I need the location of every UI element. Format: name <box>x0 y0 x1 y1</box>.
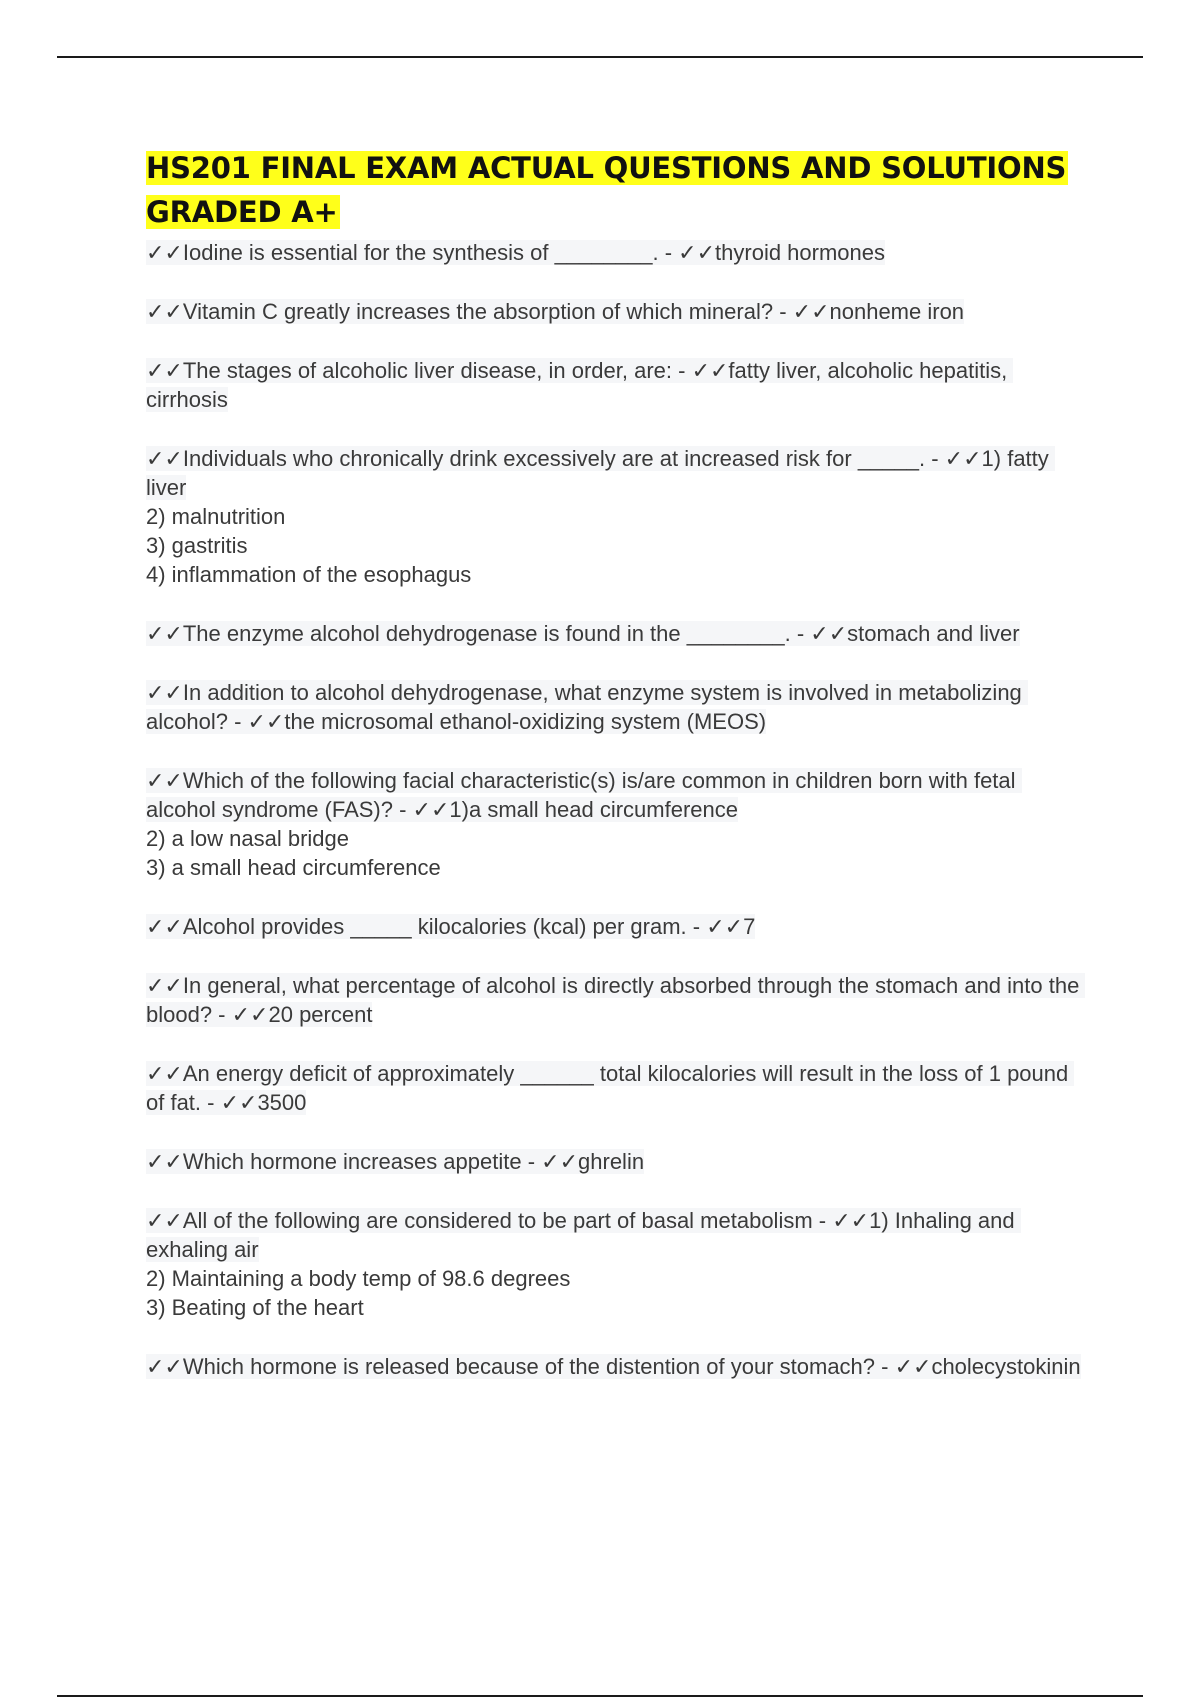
qa-item <box>146 766 1086 882</box>
page-title <box>146 146 1086 234</box>
qa-text: ✓✓The enzyme alcohol dehydrogenase is found in the ________. - ✓✓stomach and liver <box>146 621 1020 646</box>
qa-item <box>146 297 1086 326</box>
qa-text: ✓✓Which of the following facial characteristic(s) is/are common in children born with fetal alcohol syndrome (FAS)? - ✓✓1)a small head circumference <box>146 768 1022 822</box>
qa-item <box>146 971 1086 1029</box>
qa-item <box>146 619 1086 648</box>
qa-text: ✓✓All of the following are considered to be part of basal metabolism - ✓✓1) Inhaling and exhaling air <box>146 1208 1021 1262</box>
qa-item <box>146 1059 1086 1117</box>
qa-text: ✓✓The stages of alcoholic liver disease, in order, are: - ✓✓fatty liver, alcoholic hepatitis, cirrhosis <box>146 358 1014 412</box>
qa-item <box>146 678 1086 736</box>
qa-text: ✓✓Vitamin C greatly increases the absorption of which mineral? - ✓✓nonheme iron <box>146 299 965 324</box>
qa-item <box>146 1352 1086 1381</box>
qa-options: 2) a low nasal bridge 3) a small head circumference <box>146 826 441 880</box>
qa-text: ✓✓Which hormone is released because of the distention of your stomach? - ✓✓cholecystokinin <box>146 1354 1081 1379</box>
qa-text: ✓✓Alcohol provides _____ kilocalories (kcal) per gram. - ✓✓7 <box>146 914 756 939</box>
qa-text: ✓✓Individuals who chronically drink excessively are at increased risk for _____. - ✓✓1) fatty liver <box>146 446 1055 500</box>
qa-text: ✓✓In general, what percentage of alcohol is directly absorbed through the stomach and into the blood? - ✓✓20 percent <box>146 973 1086 1027</box>
qa-options: 2) malnutrition 3) gastritis 4) inflammation of the esophagus <box>146 504 472 587</box>
qa-text: ✓✓An energy deficit of approximately ______ total kilocalories will result in the loss of 1 pound of fat. - ✓✓3500 <box>146 1061 1075 1115</box>
qa-item <box>146 356 1086 414</box>
qa-item <box>146 1147 1086 1176</box>
qa-text: ✓✓Which hormone increases appetite - ✓✓ghrelin <box>146 1149 645 1174</box>
qa-text: ✓✓In addition to alcohol dehydrogenase, what enzyme system is involved in metabolizing alcohol? - ✓✓the microsomal ethanol-oxidizing system (MEOS) <box>146 680 1028 734</box>
qa-list <box>146 238 1086 1381</box>
qa-item <box>146 912 1086 941</box>
top-rule <box>57 56 1143 58</box>
document-body <box>146 146 1086 1411</box>
qa-item <box>146 444 1086 589</box>
title-text: HS201 FINAL EXAM ACTUAL QUESTIONS AND SOLUTIONS GRADED A+ <box>146 151 1067 229</box>
qa-item <box>146 1206 1086 1322</box>
qa-item <box>146 238 1086 267</box>
bottom-rule <box>57 1695 1143 1697</box>
qa-options: 2) Maintaining a body temp of 98.6 degrees 3) Beating of the heart <box>146 1266 571 1320</box>
qa-text: ✓✓Iodine is essential for the synthesis of ________. - ✓✓thyroid hormones <box>146 240 886 265</box>
